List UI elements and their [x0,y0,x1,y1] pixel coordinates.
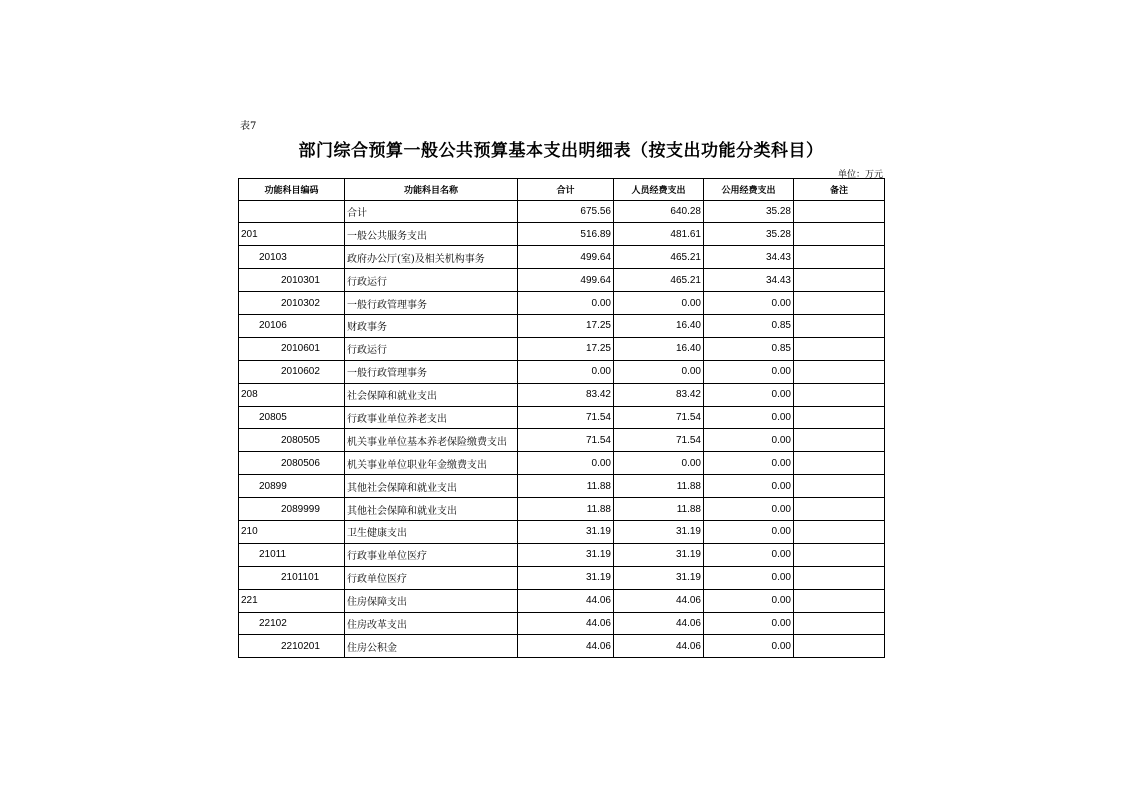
cell-name: 其他社会保障和就业支出 [345,498,518,521]
cell-note [794,566,885,589]
cell-name: 行政事业单位养老支出 [345,406,518,429]
cell-name: 行政运行 [345,269,518,292]
cell-personnel: 465.21 [614,246,704,269]
cell-public: 0.85 [704,314,794,337]
cell-note [794,452,885,475]
cell-note [794,475,885,498]
cell-personnel: 16.40 [614,337,704,360]
cell-code: 2010601 [239,337,345,360]
table-row [239,292,885,315]
cell-total: 499.64 [518,269,614,292]
cell-code: 21011 [239,543,345,566]
cell-total: 499.64 [518,246,614,269]
cell-name: 一般公共服务支出 [345,223,518,246]
cell-name: 机关事业单位基本养老保险缴费支出 [345,429,518,452]
cell-total: 0.00 [518,452,614,475]
cell-personnel: 11.88 [614,475,704,498]
cell-note [794,200,885,223]
table-row [239,200,885,223]
cell-code: 210 [239,520,345,543]
cell-total: 11.88 [518,498,614,521]
cell-code: 2010301 [239,269,345,292]
cell-name: 行政运行 [345,337,518,360]
cell-public: 0.00 [704,292,794,315]
cell-name: 社会保障和就业支出 [345,383,518,406]
cell-note [794,635,885,658]
cell-personnel: 0.00 [614,292,704,315]
cell-code: 2010302 [239,292,345,315]
table-row [239,429,885,452]
cell-code: 2089999 [239,498,345,521]
table-row [239,406,885,429]
cell-name: 其他社会保障和就业支出 [345,475,518,498]
cell-personnel: 31.19 [614,566,704,589]
table-body [239,200,885,658]
cell-public: 0.00 [704,383,794,406]
cell-name: 卫生健康支出 [345,520,518,543]
cell-total: 31.19 [518,543,614,566]
cell-note [794,429,885,452]
budget-table [238,178,885,658]
cell-name: 机关事业单位职业年金缴费支出 [345,452,518,475]
cell-total: 31.19 [518,520,614,543]
cell-personnel: 31.19 [614,520,704,543]
cell-name: 一般行政管理事务 [345,360,518,383]
table-row [239,498,885,521]
cell-personnel: 0.00 [614,360,704,383]
cell-note [794,246,885,269]
cell-code: 2210201 [239,635,345,658]
header-code: 功能科目编码 [239,179,345,201]
cell-code: 20106 [239,314,345,337]
cell-public: 0.00 [704,589,794,612]
cell-note [794,337,885,360]
cell-name: 财政事务 [345,314,518,337]
cell-personnel: 31.19 [614,543,704,566]
cell-name: 合计 [345,200,518,223]
table-row [239,246,885,269]
cell-code: 20899 [239,475,345,498]
document-title: 部门综合预算一般公共预算基本支出明细表（按支出功能分类科目） [298,141,824,161]
cell-name: 住房保障支出 [345,589,518,612]
cell-code: 2010602 [239,360,345,383]
table-row [239,543,885,566]
cell-name: 政府办公厅(室)及相关机构事务 [345,246,518,269]
cell-note [794,498,885,521]
cell-personnel: 71.54 [614,406,704,429]
cell-public: 0.00 [704,452,794,475]
cell-personnel: 71.54 [614,429,704,452]
table-number-label: 表7 [240,121,257,132]
cell-total: 675.56 [518,200,614,223]
cell-personnel: 44.06 [614,635,704,658]
cell-code: 208 [239,383,345,406]
cell-public: 0.00 [704,566,794,589]
unit-label: 单位：万元 [837,170,883,180]
cell-note [794,589,885,612]
cell-total: 44.06 [518,589,614,612]
cell-code: 2080505 [239,429,345,452]
table-row [239,520,885,543]
table-row [239,566,885,589]
header-public: 公用经费支出 [704,179,794,201]
table-row [239,612,885,635]
cell-total: 0.00 [518,360,614,383]
cell-total: 44.06 [518,635,614,658]
cell-note [794,612,885,635]
cell-name: 一般行政管理事务 [345,292,518,315]
cell-total: 0.00 [518,292,614,315]
cell-total: 17.25 [518,314,614,337]
table-row [239,269,885,292]
cell-public: 35.28 [704,223,794,246]
cell-public: 0.00 [704,360,794,383]
cell-personnel: 465.21 [614,269,704,292]
cell-name: 行政单位医疗 [345,566,518,589]
cell-public: 34.43 [704,246,794,269]
table-row [239,475,885,498]
cell-note [794,543,885,566]
cell-personnel: 44.06 [614,612,704,635]
cell-note [794,269,885,292]
cell-total: 71.54 [518,406,614,429]
cell-personnel: 83.42 [614,383,704,406]
cell-personnel: 640.28 [614,200,704,223]
cell-code: 20103 [239,246,345,269]
cell-public: 35.28 [704,200,794,223]
cell-public: 0.00 [704,543,794,566]
cell-name: 住房改革支出 [345,612,518,635]
cell-total: 31.19 [518,566,614,589]
cell-code [239,200,345,223]
cell-note [794,223,885,246]
cell-note [794,383,885,406]
cell-public: 0.85 [704,337,794,360]
cell-note [794,406,885,429]
cell-public: 0.00 [704,612,794,635]
cell-name: 行政事业单位医疗 [345,543,518,566]
cell-total: 516.89 [518,223,614,246]
cell-total: 44.06 [518,612,614,635]
cell-public: 0.00 [704,498,794,521]
cell-public: 0.00 [704,406,794,429]
cell-code: 22102 [239,612,345,635]
cell-code: 2101101 [239,566,345,589]
cell-personnel: 16.40 [614,314,704,337]
table-header-row [239,179,885,201]
cell-total: 11.88 [518,475,614,498]
cell-public: 0.00 [704,520,794,543]
table-row [239,337,885,360]
cell-note [794,314,885,337]
table-row [239,223,885,246]
cell-note [794,360,885,383]
table-row [239,314,885,337]
table-row [239,635,885,658]
cell-personnel: 44.06 [614,589,704,612]
table-row [239,383,885,406]
cell-public: 34.43 [704,269,794,292]
cell-personnel: 481.61 [614,223,704,246]
cell-public: 0.00 [704,635,794,658]
table-row [239,589,885,612]
table-row [239,452,885,475]
header-name: 功能科目名称 [345,179,518,201]
cell-code: 20805 [239,406,345,429]
cell-note [794,520,885,543]
cell-total: 83.42 [518,383,614,406]
cell-code: 2080506 [239,452,345,475]
header-personnel: 人员经费支出 [614,179,704,201]
cell-code: 201 [239,223,345,246]
cell-personnel: 0.00 [614,452,704,475]
cell-code: 221 [239,589,345,612]
cell-public: 0.00 [704,429,794,452]
cell-total: 71.54 [518,429,614,452]
cell-public: 0.00 [704,475,794,498]
cell-personnel: 11.88 [614,498,704,521]
cell-name: 住房公积金 [345,635,518,658]
header-note: 备注 [794,179,885,201]
table-row [239,360,885,383]
cell-note [794,292,885,315]
cell-total: 17.25 [518,337,614,360]
header-total: 合计 [518,179,614,201]
